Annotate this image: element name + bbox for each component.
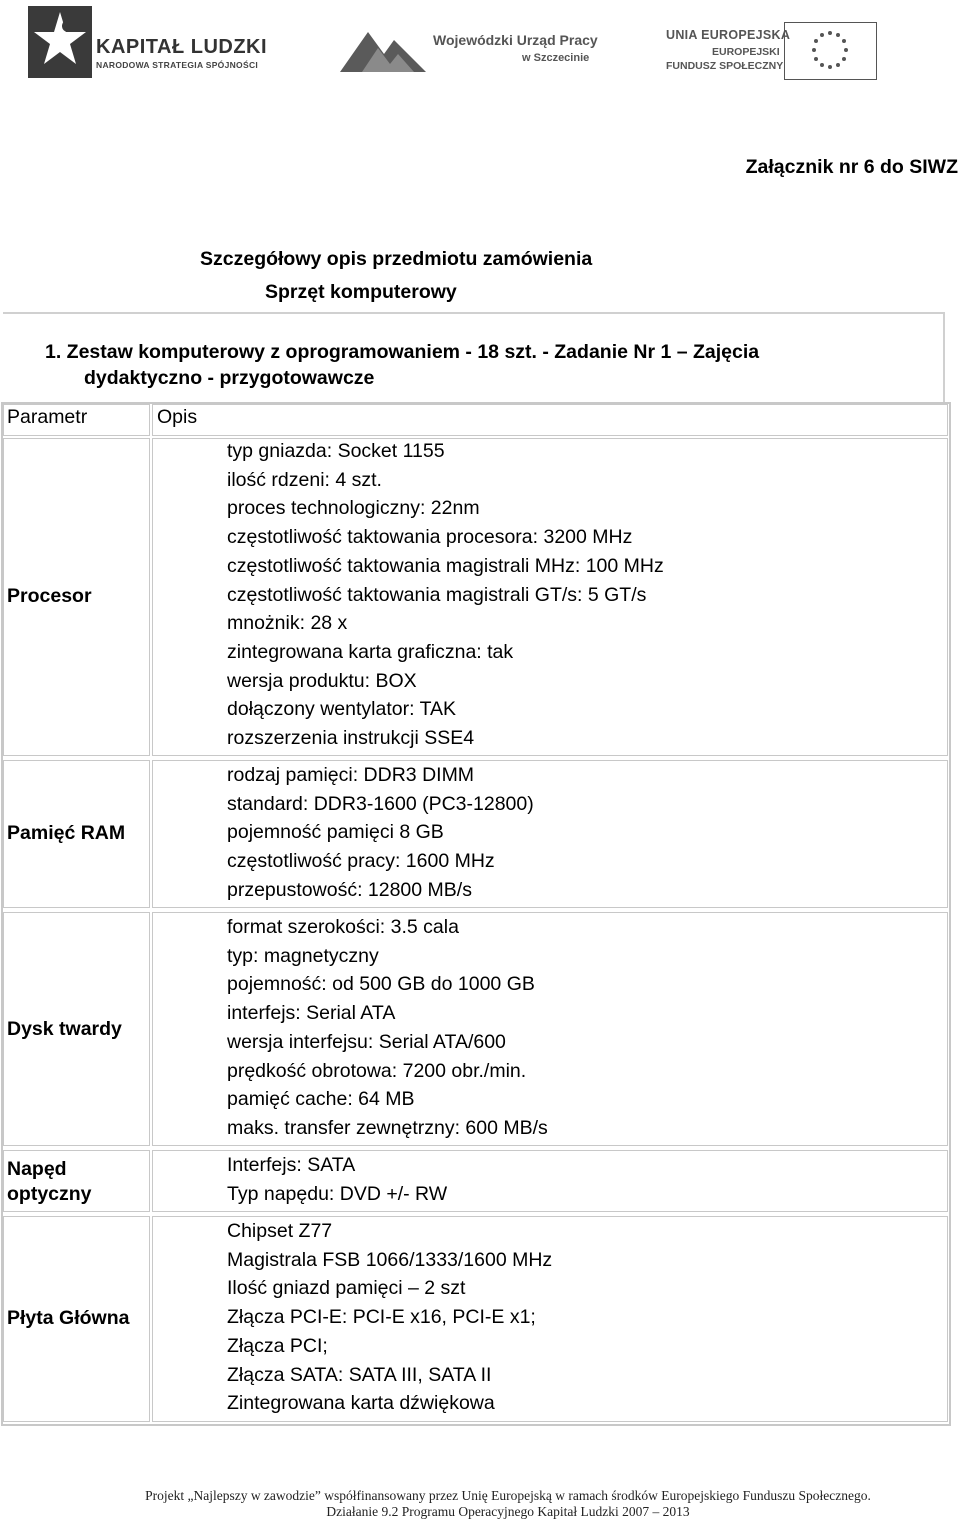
spec-line: mnożnik: 28 x xyxy=(227,612,348,635)
spec-line: maks. transfer zewnętrzny: 600 MB/s xyxy=(227,1116,548,1139)
spec-line: Złącza SATA: SATA III, SATA II xyxy=(227,1363,492,1386)
spec-line: ilość rdzeni: 4 szt. xyxy=(227,468,382,491)
spec-line: wersja produktu: BOX xyxy=(227,669,417,692)
param-label-optical-line2: optyczny xyxy=(7,1183,92,1205)
annex-label: Załącznik nr 6 do SIWZ xyxy=(745,156,958,178)
spec-line: Zintegrowana karta dźwiękowa xyxy=(227,1392,495,1415)
header-cell-desc xyxy=(152,404,948,436)
spec-line: pojemność: od 500 GB do 1000 GB xyxy=(227,973,535,996)
spec-line: przepustowość: 12800 MB/s xyxy=(227,878,472,901)
section-heading-continued: dydaktyczno - przygotowawcze xyxy=(84,367,375,389)
spec-line: Typ napędu: DVD +/- RW xyxy=(227,1182,448,1205)
spec-line: pamięć cache: 64 MB xyxy=(227,1088,415,1111)
ue-title: UNIA EUROPEJSKA xyxy=(666,28,791,42)
spec-line: pojemność pamięci 8 GB xyxy=(227,821,444,844)
kapital-ludzki-star-icon xyxy=(28,6,92,78)
spec-line: rodzaj pamięci: DDR3 DIMM xyxy=(227,764,475,786)
logo-bar xyxy=(0,0,960,100)
ue-line2: EUROPEJSKI xyxy=(712,46,780,58)
spec-line: typ gniazda: Socket 1155 xyxy=(227,440,445,462)
footer-project-note: Projekt „Najlepszy w zawodzie” współfinansowany przez Unię Europejską w ramach środków Europejskiego Funduszu Społecznego. xyxy=(145,1488,871,1503)
spec-line: proces technologiczny: 22nm xyxy=(227,497,480,520)
spec-line: Interfejs: SATA xyxy=(227,1154,356,1176)
spec-line: Chipset Z77 xyxy=(227,1220,333,1242)
spec-line: częstotliwość taktowania procesora: 3200 MHz xyxy=(227,526,633,549)
kapital-ludzki-subtitle: NARODOWA STRATEGIA SPÓJNOŚCI xyxy=(96,60,259,70)
spec-line: Złącza PCI; xyxy=(227,1334,328,1357)
spec-line: standard: DDR3-1600 (PC3-12800) xyxy=(227,792,534,815)
spec-list-motherboard xyxy=(227,1217,552,1418)
spec-list-optical xyxy=(227,1151,447,1208)
spec-list-procesor xyxy=(227,437,664,753)
spec-line: rozszerzenia instrukcji SSE4 xyxy=(227,727,475,750)
wup-emblem-icon xyxy=(338,24,428,74)
column-header-desc: Opis xyxy=(157,406,198,428)
document-title: Szczegółowy opis przedmiotu zamówienia xyxy=(200,248,593,270)
spec-line: Złącza PCI-E: PCI-E x16, PCI-E x1; xyxy=(227,1306,536,1329)
spec-line: zintegrowana karta graficzna: tak xyxy=(227,640,514,663)
spec-list-ram xyxy=(227,761,534,905)
spec-line: Ilość gniazd pamięci – 2 szt xyxy=(227,1277,466,1300)
section-heading: 1. Zestaw komputerowy z oprogramowaniem - 18 szt. - Zadanie Nr 1 – Zajęcia xyxy=(45,341,760,363)
param-label-hdd: Dysk twardy xyxy=(7,1018,122,1040)
spec-line: format szerokości: 3.5 cala xyxy=(227,916,459,938)
column-header-param: Parametr xyxy=(7,406,88,428)
param-label-ram: Pamięć RAM xyxy=(7,822,126,844)
spec-line: częstotliwość pracy: 1600 MHz xyxy=(227,850,495,873)
spec-line: interfejs: Serial ATA xyxy=(227,1002,396,1025)
param-label-motherboard: Płyta Główna xyxy=(7,1307,130,1329)
wup-subtitle: w Szczecinie xyxy=(522,52,590,64)
param-label-optical-line1: Napęd xyxy=(7,1158,67,1180)
spec-line: wersja interfejsu: Serial ATA/600 xyxy=(227,1030,506,1053)
kapital-ludzki-title: KAPITAŁ LUDZKI xyxy=(96,36,268,58)
spec-line: Magistrala FSB 1066/1333/1600 MHz xyxy=(227,1248,553,1271)
wup-title: Wojewódzki Urząd Pracy xyxy=(433,32,598,48)
footer-program-note: Działanie 9.2 Programu Operacyjnego Kapitał Ludzki 2007 – 2013 xyxy=(326,1504,690,1519)
spec-line: częstotliwość taktowania magistrali GT/s: 5 GT/s xyxy=(227,583,647,606)
spec-list-hdd xyxy=(227,913,548,1143)
document-subtitle: Sprzęt komputerowy xyxy=(265,281,457,303)
spec-line: częstotliwość taktowania magistrali MHz: 100 MHz xyxy=(227,554,664,577)
spec-line: typ: magnetyczny xyxy=(227,944,379,967)
param-label-procesor: Procesor xyxy=(7,585,92,607)
ue-line3: FUNDUSZ SPOŁECZNY xyxy=(666,60,784,72)
spec-line: dołączony wentylator: TAK xyxy=(227,698,457,721)
eu-flag-icon xyxy=(784,22,877,80)
spec-line: prędkość obrotowa: 7200 obr./min. xyxy=(227,1059,527,1082)
